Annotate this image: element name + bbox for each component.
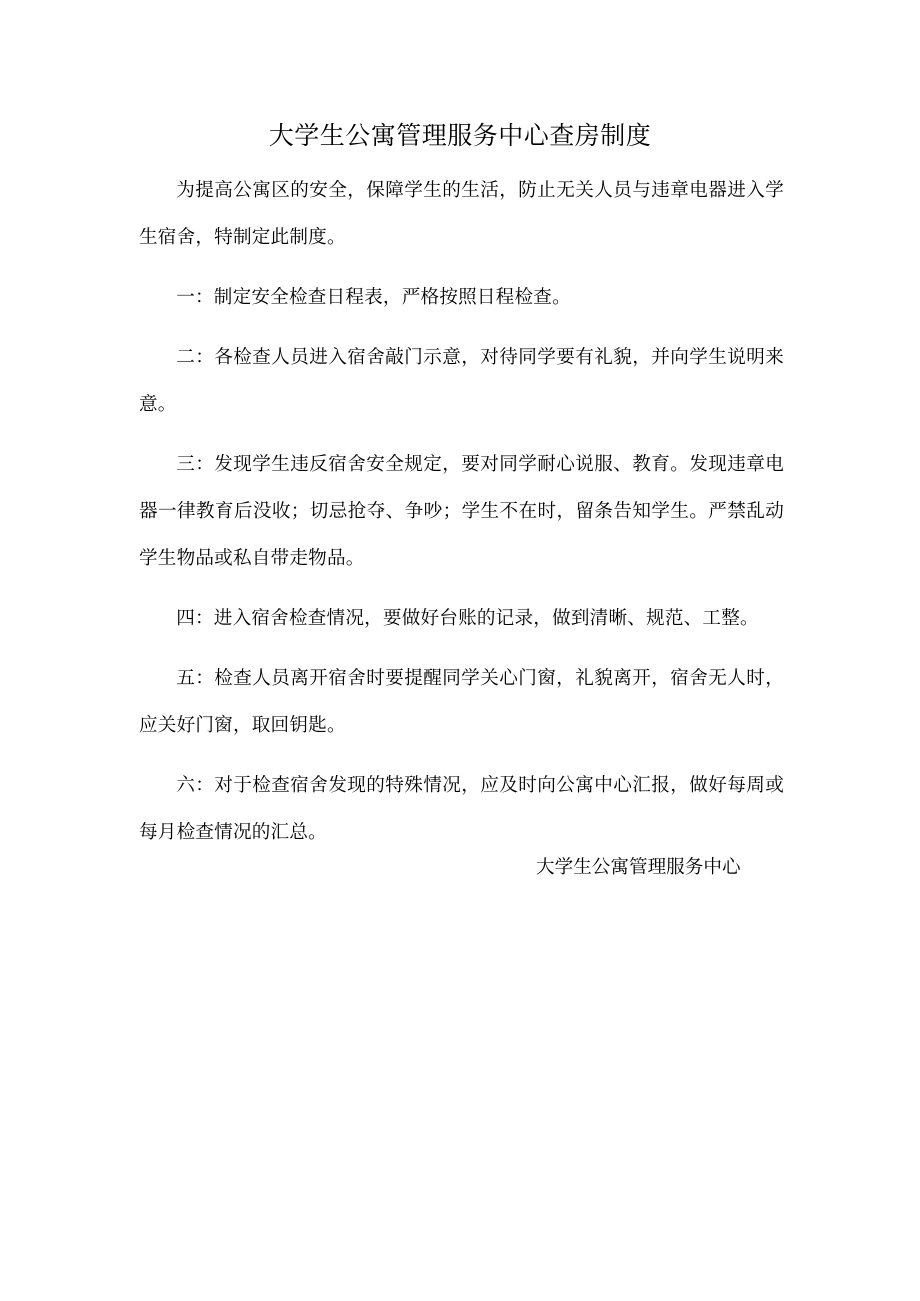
intro-paragraph: 为提高公寓区的安全，保障学生的生活，防止无关人员与违章电器进入学生宿舍，特制定此制度。 bbox=[139, 180, 784, 248]
rule-paragraph-1: 一：制定安全检查日程表，严格按照日程检查。 bbox=[176, 287, 571, 308]
rule-paragraph-6: 六：对于检查宿舍发现的特殊情况，应及时向公寓中心汇报，做好每周或每月检查情况的汇总。 bbox=[139, 775, 784, 843]
rule-paragraph-4: 四：进入宿舍检查情况，要做好台账的记录，做到清晰、规范、工整。 bbox=[176, 608, 759, 629]
rule-paragraph-3: 三：发现学生违反宿舍安全规定，要对同学耐心说服、教育。发现违章电器一律教育后没收；切忌抢夺、争吵；学生不在时，留条告知学生。严禁乱动学生物品或私自带走物品。 bbox=[139, 454, 784, 569]
rule-paragraph-5: 五：检查人员离开宿舍时要提醒同学关心门窗，礼貌离开，宿舍无人时，应关好门窗，取回钥匙。 bbox=[139, 668, 784, 736]
document-body bbox=[139, 167, 784, 869]
rule-paragraph-2: 二：各检查人员进入宿舍敲门示意，对待同学要有礼貌，并向学生说明来意。 bbox=[139, 347, 784, 415]
document-title: 大学生公寓管理服务中心查房制度 bbox=[268, 121, 652, 150]
signature-line: 大学生公寓管理服务中心 bbox=[536, 857, 741, 878]
